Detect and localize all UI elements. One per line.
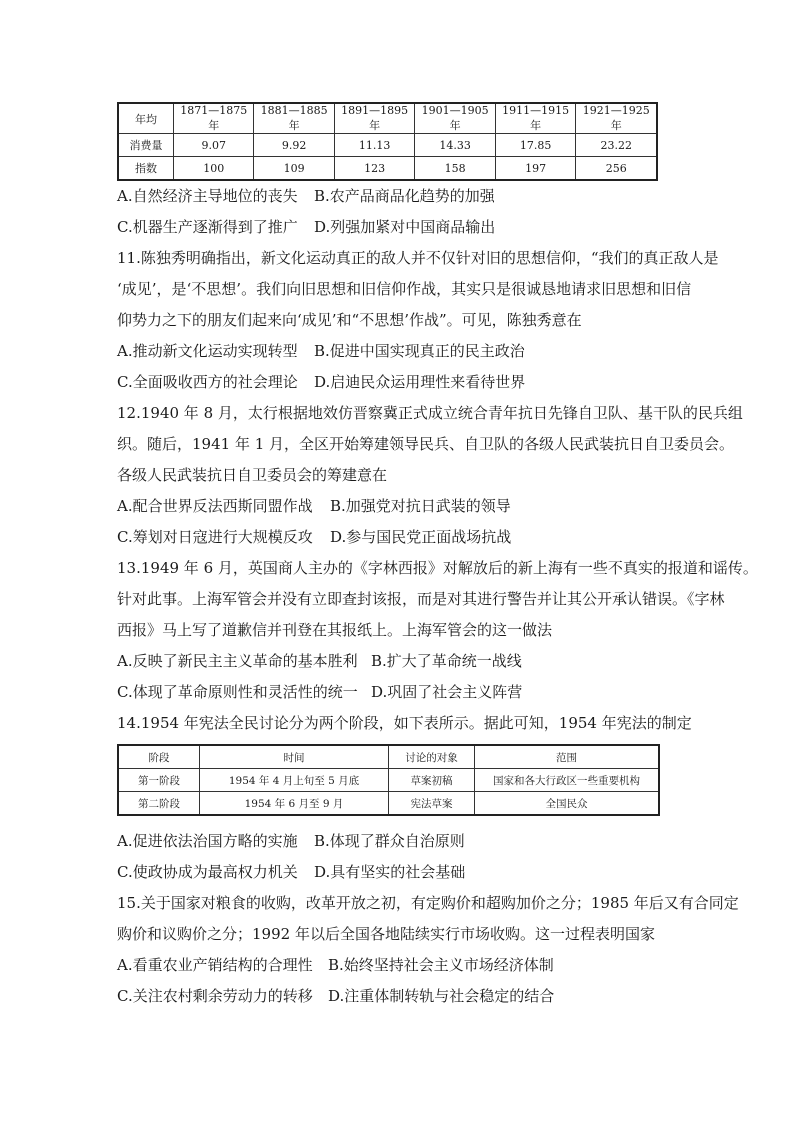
table-cell: 1891—1895 年 [334, 103, 415, 134]
table-cell: 阶段 [118, 745, 200, 769]
table-row [118, 792, 659, 816]
table-cell: 9.92 [254, 134, 334, 157]
q15-option-a: A.看重农业产销结构的合理性 [117, 956, 313, 974]
q12-option-c: C.筹划对日寇进行大规模反攻 [117, 528, 313, 546]
table-cell: 宪法草案 [389, 792, 475, 816]
table-header-row [118, 103, 657, 134]
table-cell: 草案初稿 [389, 769, 475, 792]
table-cell: 1954 年 6 月至 9 月 [200, 792, 389, 816]
table-cell: 消费量 [118, 134, 174, 157]
q11-stem-line: ‘成见’，是‘不思想’。我们向旧思想和旧信仰作战，其实只是很诚恳地请求旧思想和旧信 [117, 280, 692, 298]
table-cell: 1954 年 4 月上旬至 5 月底 [200, 769, 389, 792]
consumption-table [117, 102, 658, 181]
q11-option-a: A.推动新文化运动实现转型 [117, 342, 298, 360]
q14-option-a: A.促进依法治国方略的实施 [117, 832, 298, 850]
q12-option-d: D.参与国民党正面战场抗战 [330, 528, 512, 546]
q14-option-b: B.体现了群众自治原则 [314, 832, 465, 850]
table-cell: 123 [334, 157, 415, 181]
table-cell: 年均 [118, 103, 174, 134]
q13-option-d: D.巩固了社会主义阵营 [371, 683, 523, 701]
table-cell: 197 [495, 157, 576, 181]
q11-stem-line: 11.陈独秀明确指出，新文化运动真正的敌人并不仅针对旧的思想信仰，“我们的真正敌人是 [117, 249, 719, 267]
q15-option-c: C.关注农村剩余劳动力的转移 [117, 987, 313, 1005]
table-row [118, 769, 659, 792]
q10-option-b: B.农产品商品化趋势的加强 [314, 187, 495, 205]
q13-option-a: A.反映了新民主主义革命的基本胜利 [117, 652, 358, 670]
table-cell: 109 [254, 157, 334, 181]
table-cell: 23.22 [576, 134, 657, 157]
q10-option-a: A.自然经济主导地位的丧失 [117, 187, 298, 205]
q12-option-b: B.加强党对抗日武装的领导 [330, 497, 511, 515]
q11-option-d: D.启迪民众运用理性来看待世界 [314, 373, 526, 391]
table-cell: 第一阶段 [118, 769, 200, 792]
q14-stem-line: 14.1954 年宪法全民讨论分为两个阶段，如下表所示。据此可知，1954 年宪法的制定 [117, 714, 692, 732]
table-cell: 1901—1905 年 [415, 103, 496, 134]
q11-option-b: B.促进中国实现真正的民主政治 [314, 342, 525, 360]
table-cell: 时间 [200, 745, 389, 769]
q11-stem-line: 仰势力之下的朋友们起来向‘成见’和“不思想’作战”。可见，陈独秀意在 [117, 311, 582, 329]
q15-stem-line: 购价和议购价之分；1992 年以后全国各地陆续实行市场收购。这一过程表明国家 [117, 925, 655, 943]
table-cell: 1871—1875 年 [174, 103, 254, 134]
table-cell: 指数 [118, 157, 174, 181]
table-cell: 9.07 [174, 134, 254, 157]
q11-option-c: C.全面吸收西方的社会理论 [117, 373, 298, 391]
q15-stem-line: 15.关于国家对粮食的收购，改革开放之初，有定购价和超购加价之分；1985 年后又有合同定 [117, 894, 739, 912]
q10-option-c: C.机器生产逐渐得到了推广 [117, 218, 298, 236]
table-row [118, 157, 657, 181]
constitution-discussion-table [117, 744, 660, 816]
q15-option-b: B.始终坚持社会主义市场经济体制 [328, 956, 554, 974]
q13-option-c: C.体现了革命原则性和灵活性的统一 [117, 683, 358, 701]
table-cell: 1881—1885 年 [254, 103, 334, 134]
table-cell: 1921—1925 年 [576, 103, 657, 134]
q13-stem-line: 西报》马上写了道歉信并刊登在其报纸上。上海军管会的这一做法 [117, 621, 553, 639]
table-cell: 17.85 [495, 134, 576, 157]
table-cell: 讨论的对象 [389, 745, 475, 769]
q10-option-d: D.列强加紧对中国商品输出 [314, 218, 496, 236]
table-cell: 国家和各大行政区一些重要机构 [475, 769, 660, 792]
q13-stem-line: 13.1949 年 6 月，英国商人主办的《字林西报》对解放后的新上海有一些不真实的报道和谣传。 [117, 559, 758, 577]
table-cell: 14.33 [415, 134, 496, 157]
table-cell: 第二阶段 [118, 792, 200, 816]
table-cell: 1911—1915 年 [495, 103, 576, 134]
table-cell: 256 [576, 157, 657, 181]
table-cell: 100 [174, 157, 254, 181]
table-cell: 范围 [475, 745, 660, 769]
q14-option-c: C.使政协成为最高权力机关 [117, 863, 298, 881]
q12-option-a: A.配合世界反法西斯同盟作战 [117, 497, 313, 515]
q13-stem-line: 针对此事。上海军管会并没有立即查封该报，而是对其进行警告并让其公开承认错误。《字林 [117, 590, 725, 608]
q13-option-b: B.扩大了革命统一战线 [371, 652, 522, 670]
q14-option-d: D.具有坚实的社会基础 [314, 863, 466, 881]
q12-stem-line: 各级人民武装抗日自卫委员会的筹建意在 [117, 466, 388, 484]
table-cell: 158 [415, 157, 496, 181]
table-cell: 全国民众 [475, 792, 660, 816]
table-cell: 11.13 [334, 134, 415, 157]
q15-option-d: D.注重体制转轨与社会稳定的结合 [328, 987, 555, 1005]
q12-stem-line: 织。随后，1941 年 1 月，全区开始筹建领导民兵、自卫队的各级人民武装抗日自卫委员会。 [117, 435, 735, 453]
table-row [118, 134, 657, 157]
table-header-row [118, 745, 659, 769]
q12-stem-line: 12.1940 年 8 月，太行根据地效仿晋察冀正式成立统合青年抗日先锋自卫队、基干队的民兵组 [117, 404, 743, 422]
